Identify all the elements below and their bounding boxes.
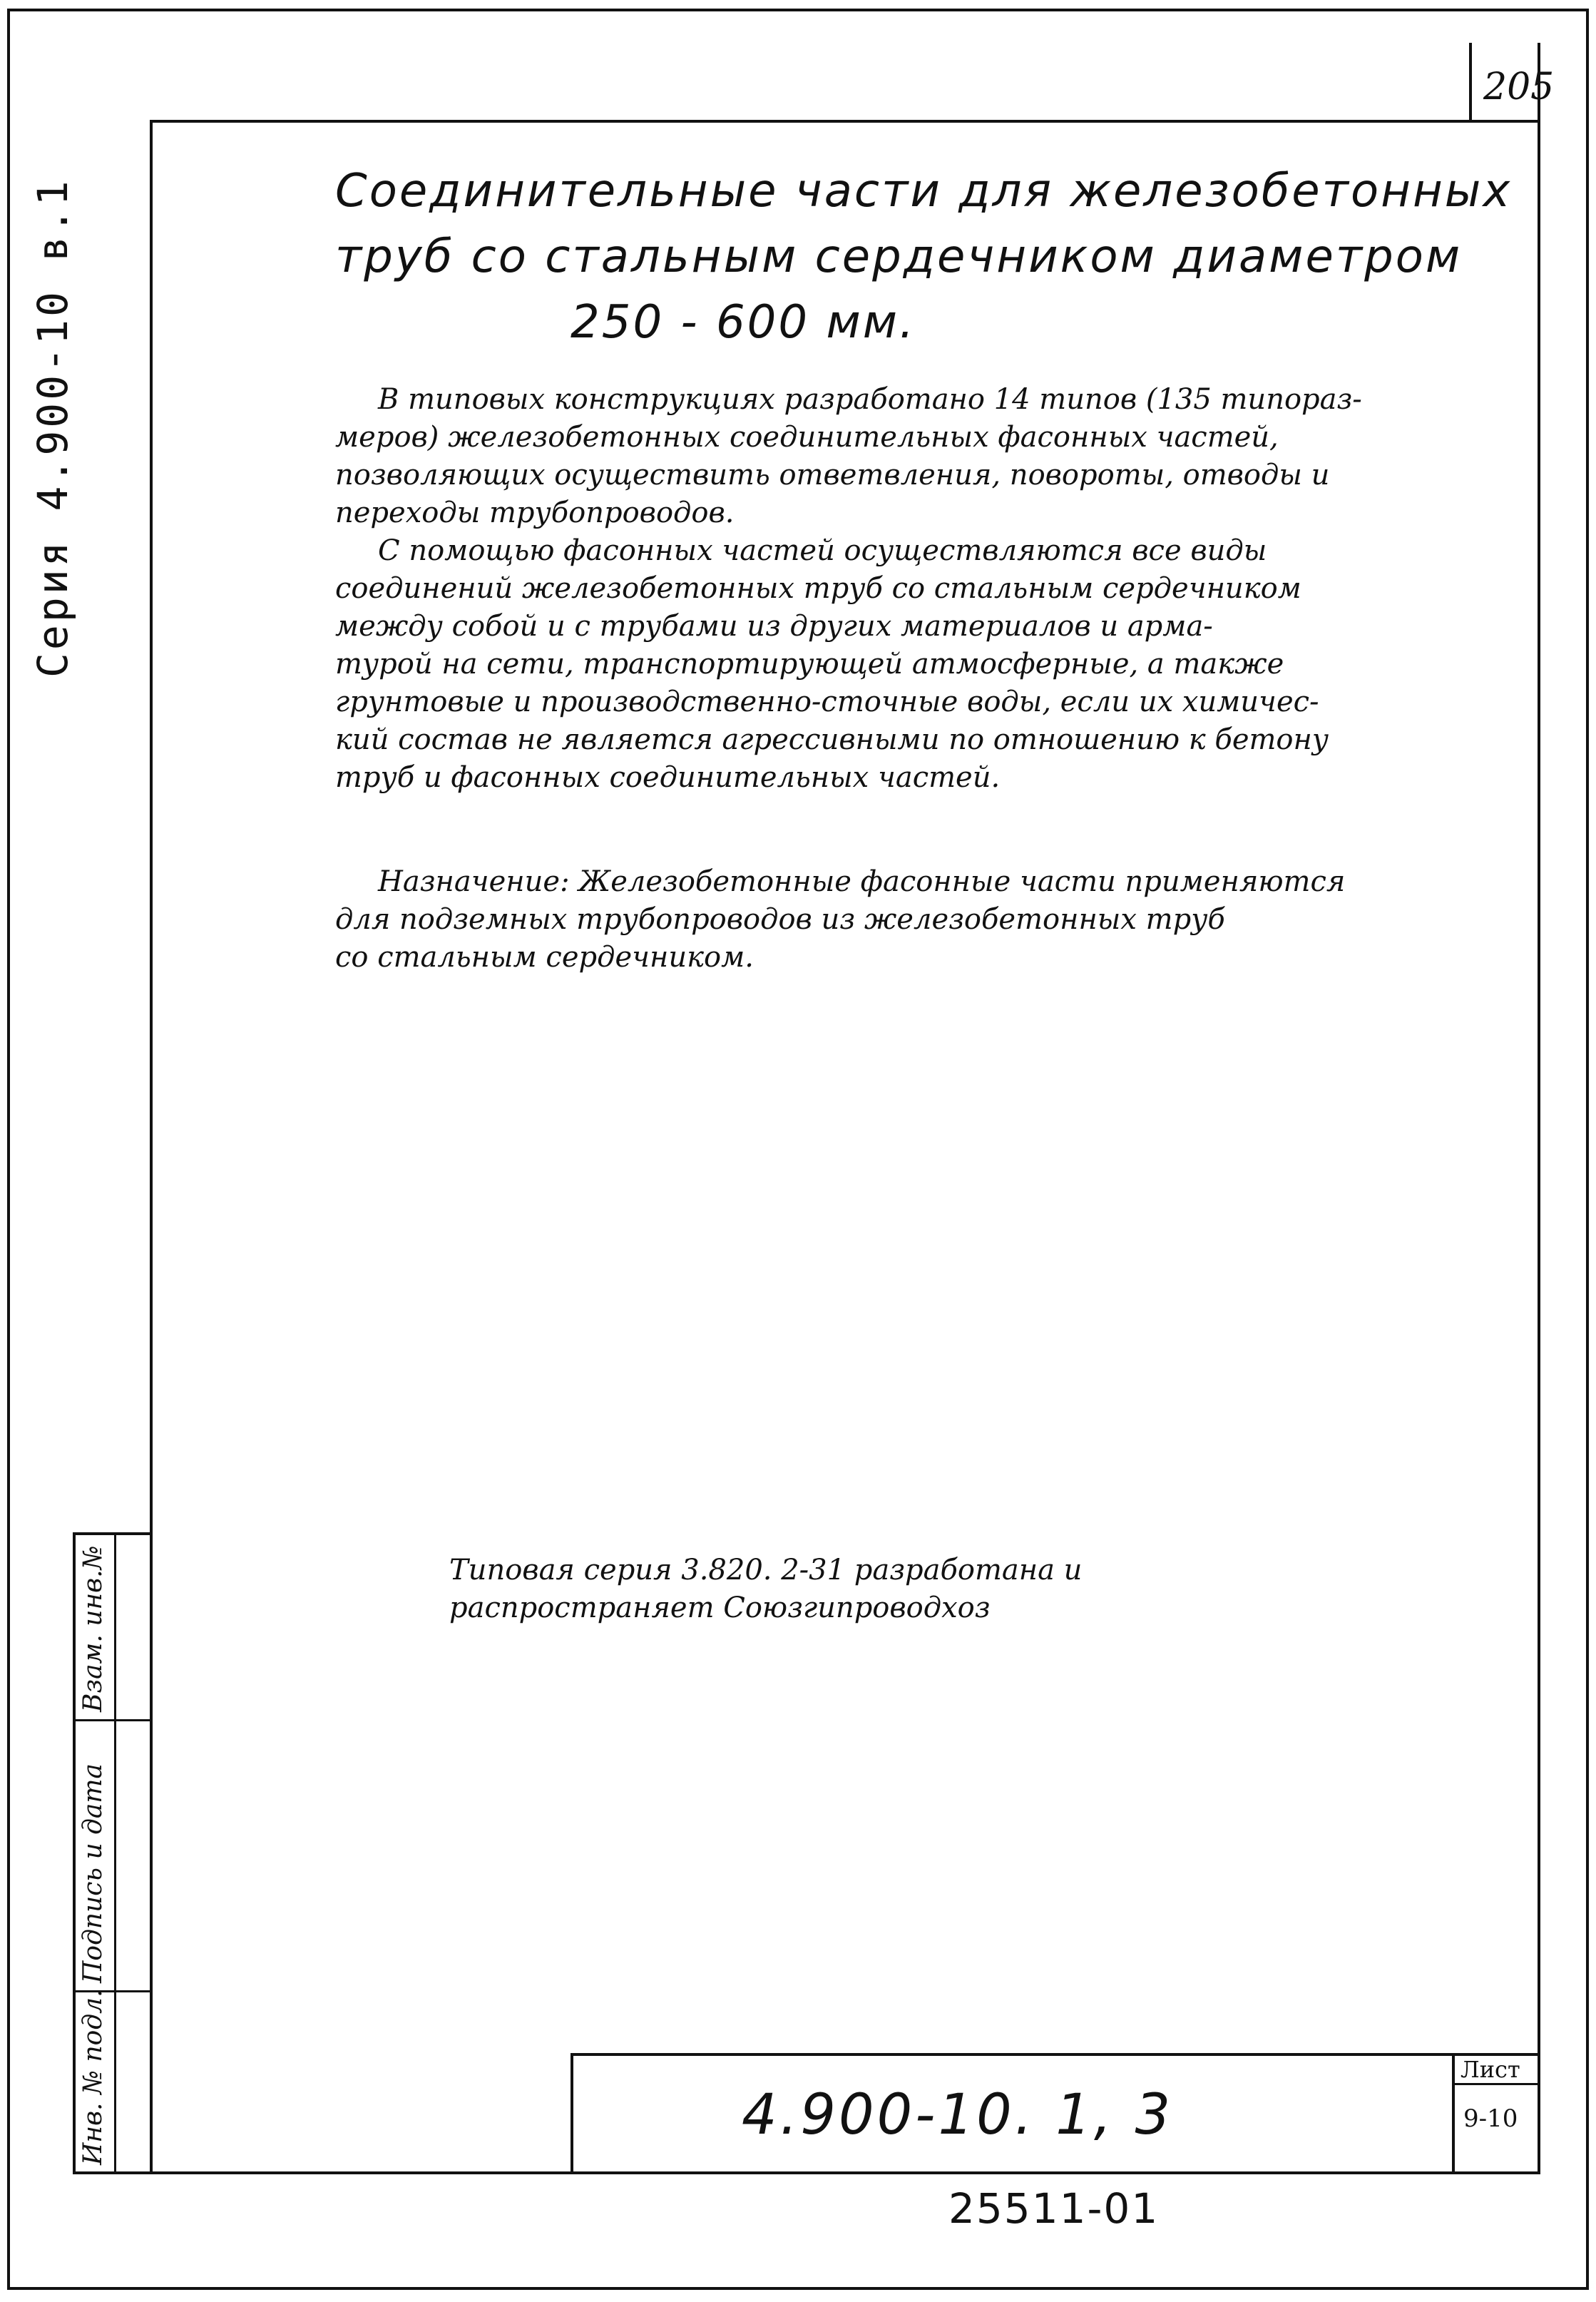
inner-frame-left [150, 120, 153, 2174]
purpose-paragraph [335, 863, 1455, 977]
description-line: меров) железобетонных соединительных фасонных частей, [335, 421, 1279, 454]
page-number: 205 [1483, 66, 1555, 108]
stamp-left [73, 1532, 76, 2174]
inner-frame-right [1538, 43, 1540, 2174]
outer-frame-bottom [7, 2287, 1589, 2290]
description-line: позволяющих осуществить ответвления, повороты, отводы и [335, 459, 1330, 492]
description-line: С помощью фасонных частей осуществляются все виды [378, 534, 1267, 567]
outer-frame-top [7, 9, 1589, 11]
description-paragraph [335, 381, 1455, 797]
description-line: турой на сети, транспортирующей атмосферные, а также [335, 648, 1284, 681]
description-line: грунтовые и производственно-сточные воды, если их химичес- [335, 686, 1319, 718]
description-line: между собой и с трубами из других материалов и арма- [335, 610, 1213, 643]
stamp-sign-label: Подпись и дата [78, 1763, 108, 1983]
title-block-left [571, 2053, 573, 2174]
drawing-code: 4.900-10. 1, 3 [742, 2083, 1174, 2147]
stamp-inv-label: Инв. № подл. [78, 1989, 108, 2165]
outer-frame-left [7, 9, 10, 2290]
developer-note [449, 1552, 1376, 1627]
stamp-sep-1 [73, 1719, 153, 1721]
title-line-1: Соединительные части для железобетонных [335, 165, 1513, 218]
description-line: В типовых конструкциях разработано 14 типов (135 типораз- [378, 383, 1362, 416]
title-block-divider [1452, 2053, 1455, 2174]
developer-note-line: распространяет Союзгипроводхоз [449, 1591, 991, 1624]
stamp-vzam-label: Взам. инв.№ [78, 1545, 108, 1712]
title-line-2: труб со стальным сердечником диаметром [335, 230, 1463, 283]
side-series-label: Серия 4.900-10 в.1 [29, 178, 77, 678]
outer-frame-right [1586, 9, 1589, 2290]
purpose-line: для подземных трубопроводов из железобетонных труб [335, 903, 1225, 936]
document-title [335, 158, 1513, 355]
description-line: труб и фасонных соединительных частей. [335, 761, 1001, 794]
inner-frame-bottom [73, 2171, 1540, 2174]
sheet-value: 9-10 [1463, 2104, 1518, 2133]
description-line: переходы трубопроводов. [335, 496, 735, 529]
purpose-line: со стальным сердечником. [335, 941, 754, 974]
page-number-box-left [1469, 43, 1472, 123]
title-block-top [571, 2053, 1540, 2056]
description-line: соединений железобетонных труб со стальным сердечником [335, 572, 1301, 605]
description-line: кий состав не является агрессивными по отношению к бетону [335, 723, 1329, 756]
stamp-divider [114, 1532, 116, 2174]
archive-number: 25511-01 [948, 2184, 1160, 2233]
sheet-label: Лист [1461, 2056, 1520, 2083]
stamp-top [73, 1532, 153, 1535]
sheet-label-sep [1452, 2083, 1540, 2085]
developer-note-line: Типовая серия 3.820. 2-31 разработана и [449, 1554, 1083, 1587]
inner-frame-top [150, 120, 1540, 123]
title-line-3: 250 - 600 мм. [571, 296, 916, 349]
purpose-line: Назначение: Железобетонные фасонные части применяются [378, 865, 1346, 898]
